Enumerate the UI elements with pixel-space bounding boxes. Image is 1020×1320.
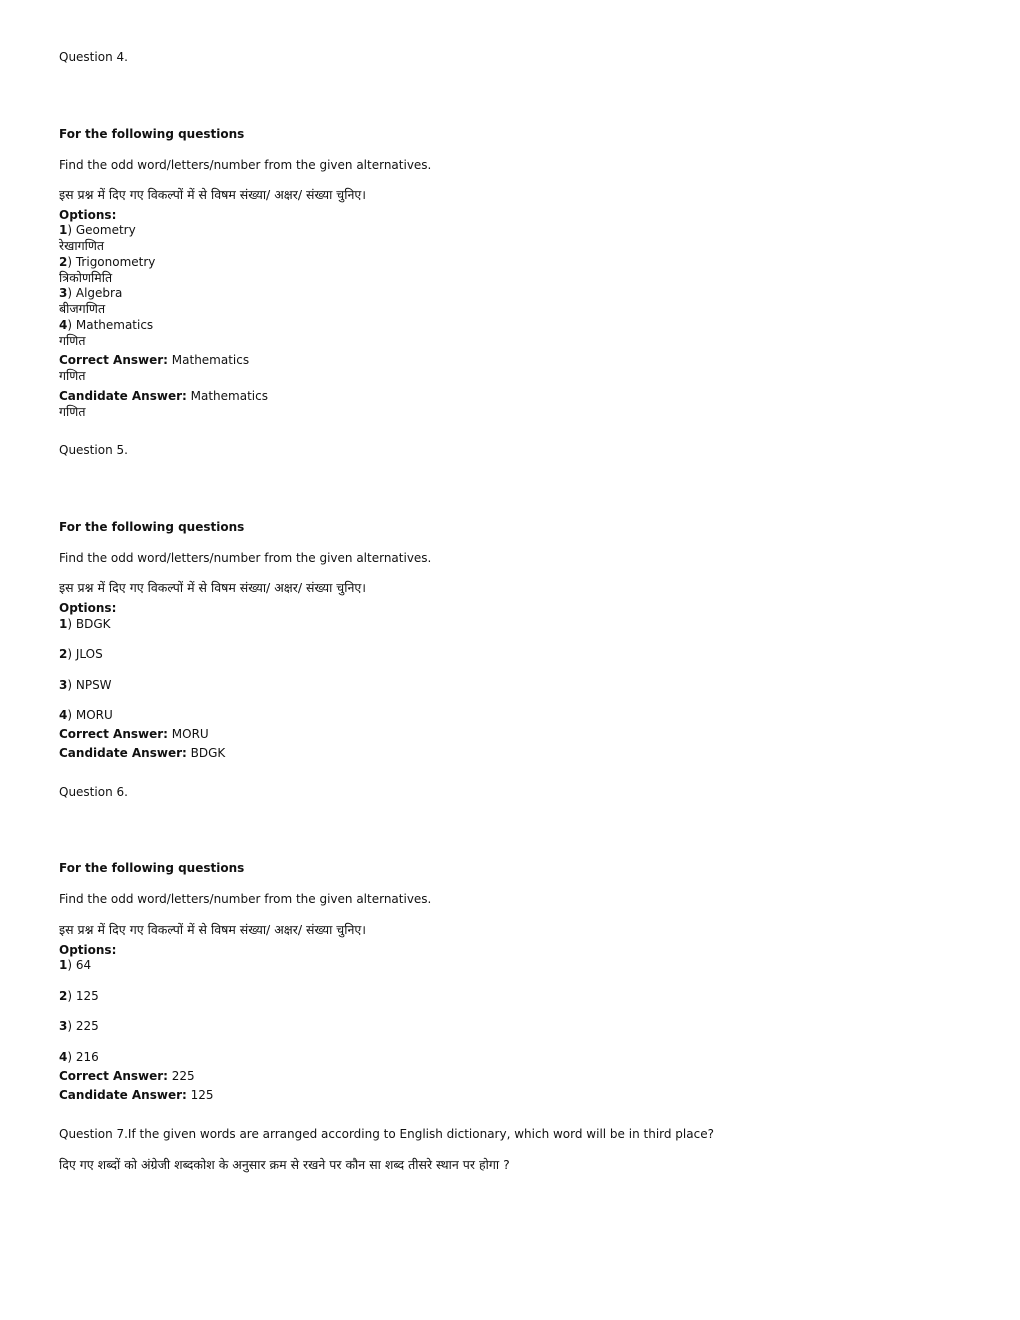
option-text: ) Geometry <box>67 223 136 237</box>
option-text: ) JLOS <box>67 647 103 661</box>
option-item <box>59 254 155 270</box>
question-label: Question 7.If the given words are arranged according to English dictionary, which word will be in third place? <box>59 1127 714 1141</box>
option-number: 1 <box>59 958 68 972</box>
question-label: Question 4. <box>59 50 128 64</box>
option-text: ) BDGK <box>67 617 111 631</box>
option-item <box>59 957 91 973</box>
option-number: 2 <box>59 647 68 661</box>
option-number: 1 <box>59 223 68 237</box>
option-item <box>59 646 103 662</box>
option-number: 4 <box>59 318 68 332</box>
instruction-hindi: इस प्रश्न में दिए गए विकल्पों में से विषम संख्या/ अक्षर/ संख्या चुनिए। <box>59 922 367 937</box>
option-hindi: बीजगणित <box>59 301 106 316</box>
option-number: 3 <box>59 678 68 692</box>
correct-answer-value: MORU <box>167 727 209 741</box>
option-text: ) Algebra <box>67 286 123 300</box>
option-number: 3 <box>59 286 68 300</box>
correct-answer-label: Correct Answer: <box>59 1069 168 1083</box>
option-text: ) NPSW <box>67 678 112 692</box>
candidate-answer-label: Candidate Answer: <box>59 389 187 403</box>
candidate-answer-hindi: गणित <box>59 404 86 419</box>
option-item <box>59 707 113 723</box>
option-number: 3 <box>59 1019 68 1033</box>
candidate-answer <box>59 745 225 761</box>
section-heading: For the following questions <box>59 520 245 534</box>
correct-answer <box>59 352 249 368</box>
option-number: 2 <box>59 255 68 269</box>
option-text: ) 216 <box>67 1050 99 1064</box>
option-text: ) 225 <box>67 1019 99 1033</box>
instruction-english: Find the odd word/letters/number from the given alternatives. <box>59 158 432 172</box>
correct-answer <box>59 726 209 742</box>
correct-answer-value: 225 <box>167 1069 195 1083</box>
candidate-answer <box>59 388 268 404</box>
option-item <box>59 988 99 1004</box>
correct-answer-hindi: गणित <box>59 368 86 383</box>
option-text: ) Mathematics <box>67 318 154 332</box>
option-text: ) Trigonometry <box>67 255 156 269</box>
section-heading: For the following questions <box>59 127 245 141</box>
options-label: Options: <box>59 601 117 615</box>
candidate-answer-label: Candidate Answer: <box>59 1088 187 1102</box>
question-label: Question 6. <box>59 785 128 799</box>
correct-answer-label: Correct Answer: <box>59 353 168 367</box>
instruction-english: Find the odd word/letters/number from the given alternatives. <box>59 892 432 906</box>
question-label: Question 5. <box>59 443 128 457</box>
option-text: ) MORU <box>67 708 113 722</box>
option-text: ) 64 <box>67 958 92 972</box>
instruction-hindi: इस प्रश्न में दिए गए विकल्पों में से विषम संख्या/ अक्षर/ संख्या चुनिए। <box>59 187 367 202</box>
option-item <box>59 677 112 693</box>
option-item <box>59 317 153 333</box>
options-label: Options: <box>59 943 117 957</box>
option-item <box>59 222 136 238</box>
option-hindi: रेखागणित <box>59 238 105 253</box>
option-number: 1 <box>59 617 68 631</box>
candidate-answer-value: Mathematics <box>186 389 268 403</box>
option-number: 2 <box>59 989 68 1003</box>
candidate-answer-label: Candidate Answer: <box>59 746 187 760</box>
candidate-answer-value: BDGK <box>186 746 226 760</box>
options-label: Options: <box>59 208 117 222</box>
option-item <box>59 616 111 632</box>
option-hindi: त्रिकोणमिति <box>59 270 113 285</box>
correct-answer-value: Mathematics <box>167 353 250 367</box>
option-item <box>59 1018 99 1034</box>
instruction-english: Find the odd word/letters/number from the given alternatives. <box>59 551 432 565</box>
option-hindi: गणित <box>59 333 86 348</box>
option-text: ) 125 <box>67 989 99 1003</box>
option-number: 4 <box>59 1050 68 1064</box>
candidate-answer-value: 125 <box>186 1088 214 1102</box>
option-number: 4 <box>59 708 68 722</box>
option-item <box>59 1049 99 1065</box>
section-heading: For the following questions <box>59 861 245 875</box>
candidate-answer <box>59 1087 214 1103</box>
question-text-hindi: दिए गए शब्दों को अंग्रेजी शब्दकोश के अनुसार क्रम से रखने पर कौन सा शब्द तीसरे स्थान पर होगा ? <box>59 1157 510 1172</box>
correct-answer <box>59 1068 195 1084</box>
correct-answer-label: Correct Answer: <box>59 727 168 741</box>
option-item <box>59 285 122 301</box>
instruction-hindi: इस प्रश्न में दिए गए विकल्पों में से विषम संख्या/ अक्षर/ संख्या चुनिए। <box>59 580 367 595</box>
